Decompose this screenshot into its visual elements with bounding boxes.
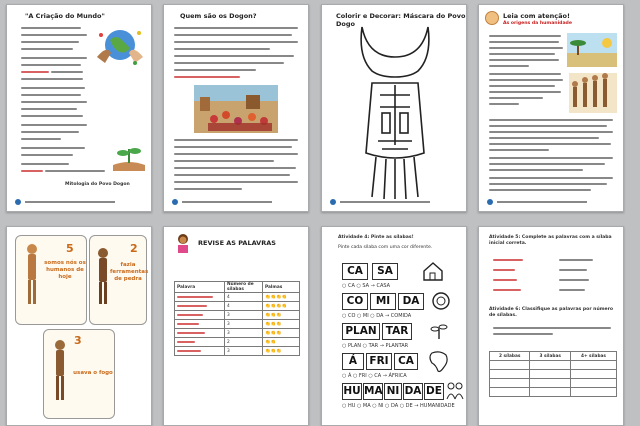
syllable-cell: CA <box>394 353 418 370</box>
syllable-cell: DA <box>403 383 423 400</box>
syllable-cell: PLAN <box>342 323 380 340</box>
card-text: somos nós os humanos de hoje <box>44 260 86 280</box>
syllable-answer: ○ CO ○ MI ○ DA → COMIDA <box>342 313 412 319</box>
syllable-cell: HU <box>342 383 362 400</box>
card-number: 2 <box>130 242 138 255</box>
table-header: 2 sílabas <box>490 352 530 361</box>
syllable-cell: MI <box>370 293 396 310</box>
words-table <box>174 281 300 356</box>
reading-child-icon <box>485 11 499 25</box>
page-thumbnail-6[interactable] <box>163 226 309 426</box>
table-row: 2 👏👏 <box>175 338 300 347</box>
people-icon <box>446 381 464 401</box>
table-header: Palavra <box>175 282 225 293</box>
africa-map-icon <box>428 349 450 373</box>
table-row: 3 👏👏👏 <box>175 329 300 338</box>
card-number: 3 <box>74 334 82 347</box>
page-thumbnail-4[interactable] <box>478 4 624 212</box>
plant-icon <box>428 321 450 341</box>
dogon-mask-outline <box>352 23 438 203</box>
syllable-cell: MA <box>363 383 383 400</box>
dogon-village-photo <box>194 85 278 133</box>
plate-icon <box>430 291 452 311</box>
activity-5-title: Atividade 5: Complete as palavras com a sílaba inicial correta. <box>489 235 612 246</box>
table-header: 3 sílabas <box>530 352 570 361</box>
card-text: usava o fogo <box>73 370 113 376</box>
table-row <box>490 379 617 388</box>
page-thumbnail-7[interactable] <box>321 226 467 426</box>
evolution-card <box>43 329 115 419</box>
homo-erectus-figure <box>50 338 70 404</box>
syllable-classification-table <box>489 351 617 397</box>
page-thumbnail-8[interactable] <box>478 226 624 426</box>
syllable-cell: SA <box>372 263 398 280</box>
activity-title: Atividade 4: Pinte as sílabas! <box>338 235 414 240</box>
modern-human-figure <box>22 242 42 308</box>
hands-globe-illustration <box>95 23 145 67</box>
hands-and-plant-illustration <box>111 143 147 173</box>
table-row: 3 👏👏👏 <box>175 320 300 329</box>
table-row: 3 👏👏👏 <box>175 311 300 320</box>
syllable-cell: NI <box>384 383 402 400</box>
syllable-cell: TAR <box>382 323 412 340</box>
syllable-cell: FRI <box>366 353 392 370</box>
table-row: 4 👏👏👏👏 <box>175 302 300 311</box>
syllable-cell: Á <box>342 353 364 370</box>
child-icon <box>174 233 192 253</box>
page-title: Quem são os Dogon? <box>180 12 257 20</box>
table-header: Número de sílabas <box>225 282 263 293</box>
card-text: fazia ferramentas de pedra <box>110 262 149 282</box>
evolution-card <box>89 235 147 325</box>
table-row <box>490 388 617 397</box>
savanna-illustration <box>567 33 617 67</box>
table-header: 4+ sílabas <box>570 352 616 361</box>
page-title: Colorir e Decorar: Máscara do Povo Dogo <box>336 12 466 28</box>
page-thumbnail-3[interactable] <box>321 4 467 212</box>
syllable-answer: ○ Á ○ FRI ○ CA → ÁFRICA <box>342 373 407 379</box>
activity-6-title: Atividade 6: Classifique as palavras por número de sílabas. <box>489 307 614 318</box>
page-subtitle: As origens da humanidade <box>503 21 572 26</box>
syllable-cell: CO <box>342 293 368 310</box>
syllable-cell: DE <box>424 383 444 400</box>
syllable-cell: DA <box>398 293 424 310</box>
table-row: 3 👏👏👏 <box>175 347 300 356</box>
syllable-cell: CA <box>342 263 368 280</box>
evolution-card <box>15 235 87 325</box>
page-thumbnail-5[interactable] <box>6 226 152 426</box>
page-title: "A Criação do Mundo" <box>25 12 105 20</box>
page-title: REVISE AS PALAVRAS <box>198 239 276 247</box>
page-thumbnail-2[interactable] <box>163 4 309 212</box>
human-evolution-illustration <box>569 73 617 113</box>
author-credit: Mitologia do Povo Dogon <box>65 182 130 187</box>
syllable-answer: ○ HU ○ MA ○ NI ○ DA ○ DE → HUMANIDADE <box>342 403 455 409</box>
house-icon <box>422 261 444 281</box>
syllable-answer: ○ CA ○ SA → CASA <box>342 283 391 289</box>
card-number: 5 <box>66 242 74 255</box>
page-thumbnail-1[interactable] <box>6 4 152 212</box>
table-row <box>490 370 617 379</box>
table-header: Palmas <box>263 282 300 293</box>
table-row <box>490 361 617 370</box>
page-title: Leia com atenção! <box>503 12 570 20</box>
syllable-answer: ○ PLAN ○ TAR → PLANTAR <box>342 343 409 349</box>
activity-subtitle: Pinte cada sílaba com uma cor diferente. <box>338 245 433 250</box>
table-row: 4 👏👏👏👏 <box>175 293 300 302</box>
